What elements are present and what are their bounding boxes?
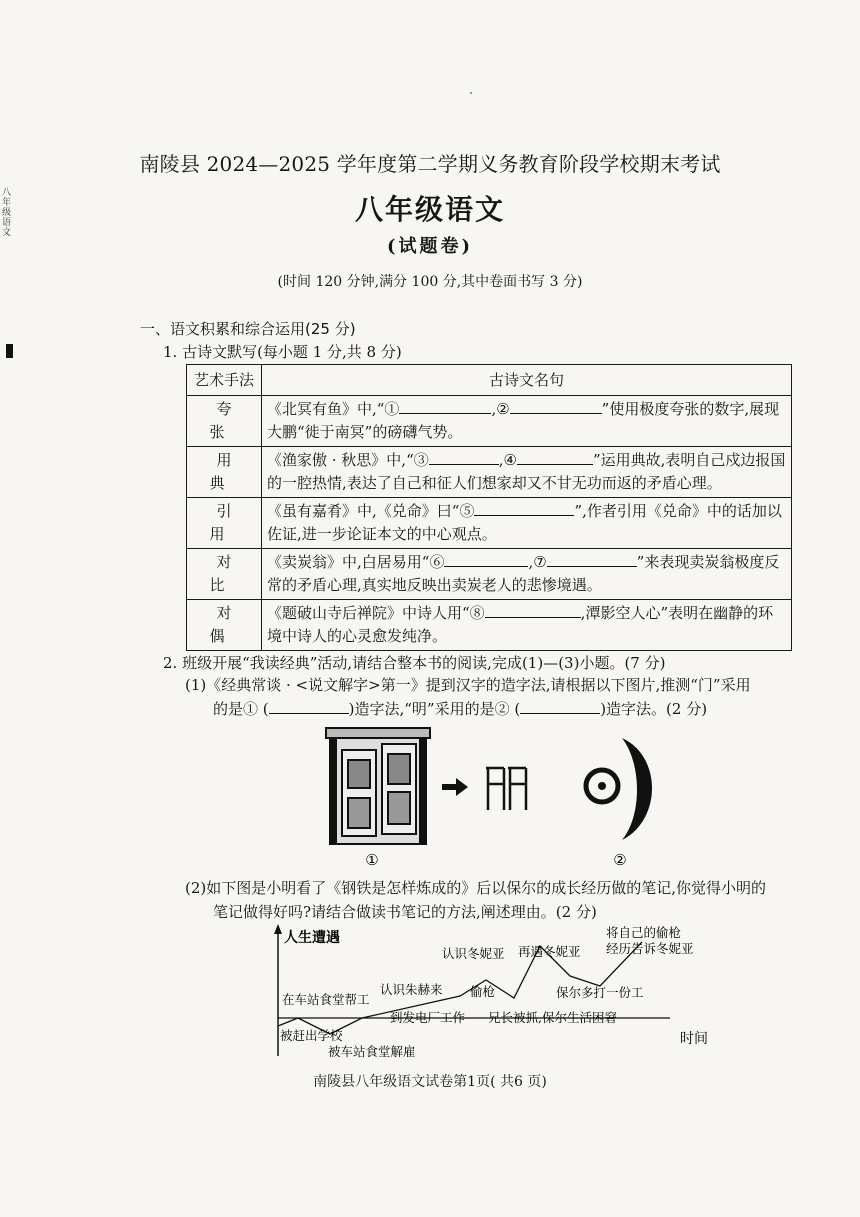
subquestion-2-line2: 笔记做得好吗?请结合做读书笔记的方法,阐述理由。(2 分) [213,903,597,921]
question-1-title: 1. 古诗文默写(每小题 1 分,共 8 分) [163,343,402,361]
annotation: 经历告诉冬妮亚 [606,941,694,956]
line-text: 《渔家傲 · 秋思》中,“③ [267,451,429,469]
line-text: ,⑦ [528,553,547,571]
line-text: )造字法,“明”采用的是② ( [348,700,521,718]
life-experience-chart [270,922,720,1062]
line-text: ,② [491,400,510,418]
poem-table [186,364,792,651]
arrow-right-icon [442,778,468,796]
annotation: 兄长被抓,保尔生活困窘 [488,1010,617,1025]
question-2-title: 2. 班级开展“我读经典”活动,请结合整本书的阅读,完成(1)—(3)小题。(7 分) [163,654,666,672]
subquestion-1 [185,673,815,721]
annotation: 认识冬妮亚 [442,946,505,961]
subquestion-1-line1: (1)《经典常谈 · <说文解字>第一》提到汉字的造字法,请根据以下图片,推测“门”采用 [185,676,751,694]
side-note: 八年级语文 [2,188,12,238]
technique-cell: 对比 [187,549,262,600]
annotation: 保尔多打一份工 [556,985,644,1000]
line-text: ”来表现卖炭翁极度反常的矛盾心理,真实地反映出卖炭老人的悲惨境遇。 [267,553,780,594]
binding-mark [6,344,13,358]
y-axis-label: 人生遭遇 [284,930,340,946]
line-text: 的是① ( [213,700,269,718]
line-text: ,潭影空人心”表明在幽静的环境中诗人的心灵愈发纯净。 [267,604,774,645]
header-technique: 艺术手法 [187,365,262,396]
line-text: 《北冥有鱼》中,“① [267,400,400,418]
line-text: ”,作者引用《兑命》中的话加以佐证,进一步论证本文的中心观点。 [267,502,782,543]
line-cell [262,447,792,498]
x-axis-label: 时间 [680,1031,708,1047]
annotation: 再遇冬妮亚 [518,944,581,959]
line-cell [262,396,792,447]
technique-cell: 引用 [187,498,262,549]
annotation: 在车站食堂帮工 [282,992,370,1007]
figure-label-1: ① [365,851,379,869]
header-lines: 古诗文名句 [262,365,792,396]
answer-blank[interactable] [520,699,600,714]
table-row [187,600,792,651]
answer-blank[interactable] [269,699,349,714]
door-illustration-icon [326,728,430,844]
table-row [187,549,792,600]
technique-cell: 用典 [187,447,262,498]
answer-blank[interactable] [474,501,574,516]
annotation: 被赶出学校 [280,1028,343,1043]
section-title: 一、语文积累和综合运用(25 分) [140,320,356,338]
line-cell [262,549,792,600]
line-text: 《题破山寺后禅院》中诗人用“⑧ [267,604,485,622]
line-text: )造字法。(2 分) [600,700,708,718]
answer-blank[interactable] [444,552,528,567]
annotation: 认识朱赫来 [380,982,443,997]
subquestion-2-line1: (2)如下图是小明看了《钢铁是怎样炼成的》后以保尔的成长经历做的笔记,你觉得小明的 [185,879,767,897]
line-text: ”使用极度夸张的数字,展现大鹏“徙于南冥”的磅礴气势。 [267,400,780,441]
table-header-row [187,365,792,396]
paper-type: (试题卷) [386,236,474,257]
table-row [187,498,792,549]
line-text: 《虽有嘉肴》中,《兑命》曰“⑤ [267,502,475,520]
annotation: 被车站食堂解雇 [328,1044,416,1059]
answer-blank[interactable] [399,399,491,414]
subquestion-1-line2 [185,697,815,721]
answer-blank[interactable] [517,450,593,465]
line-text: ,④ [498,451,517,469]
answer-blank[interactable] [510,399,602,414]
answer-blank[interactable] [547,552,637,567]
exam-title: 南陵县 2024—2025 学年度第二学期义务教育阶段学校期末考试 [139,152,721,176]
line-text: 《卖炭翁》中,白居易用“⑥ [267,553,445,571]
exam-note: (时间 120 分钟,满分 100 分,其中卷面书写 3 分) [277,274,583,290]
page-footer: 南陵县八年级语文试卷第1页( 共6 页) [313,1074,547,1090]
subject-title: 八年级语文 [354,193,505,226]
scan-speck [470,92,472,94]
subquestion-2 [185,876,815,924]
technique-cell: 对偶 [187,600,262,651]
annotation: 将自己的偷枪 [606,925,682,940]
table-row [187,447,792,498]
line-cell [262,498,792,549]
answer-blank[interactable] [485,603,581,618]
character-origin-figure [320,720,680,870]
answer-blank[interactable] [429,450,499,465]
line-text: ”运用典故,表明自己戍边报国的一腔热情,表达了自己和征人们想家却又不甘无功而返的矛盾心理。 [267,451,786,492]
figure-label-2: ② [613,851,627,869]
line-cell [262,600,792,651]
table-row [187,396,792,447]
sun-moon-glyph-icon [586,738,652,840]
technique-cell: 夸张 [187,396,262,447]
annotation: 偷枪 [470,984,496,999]
annotation: 到发电厂工作 [390,1010,466,1025]
y-axis-arrow-icon [274,924,282,934]
ancient-door-glyph-icon [486,768,526,810]
